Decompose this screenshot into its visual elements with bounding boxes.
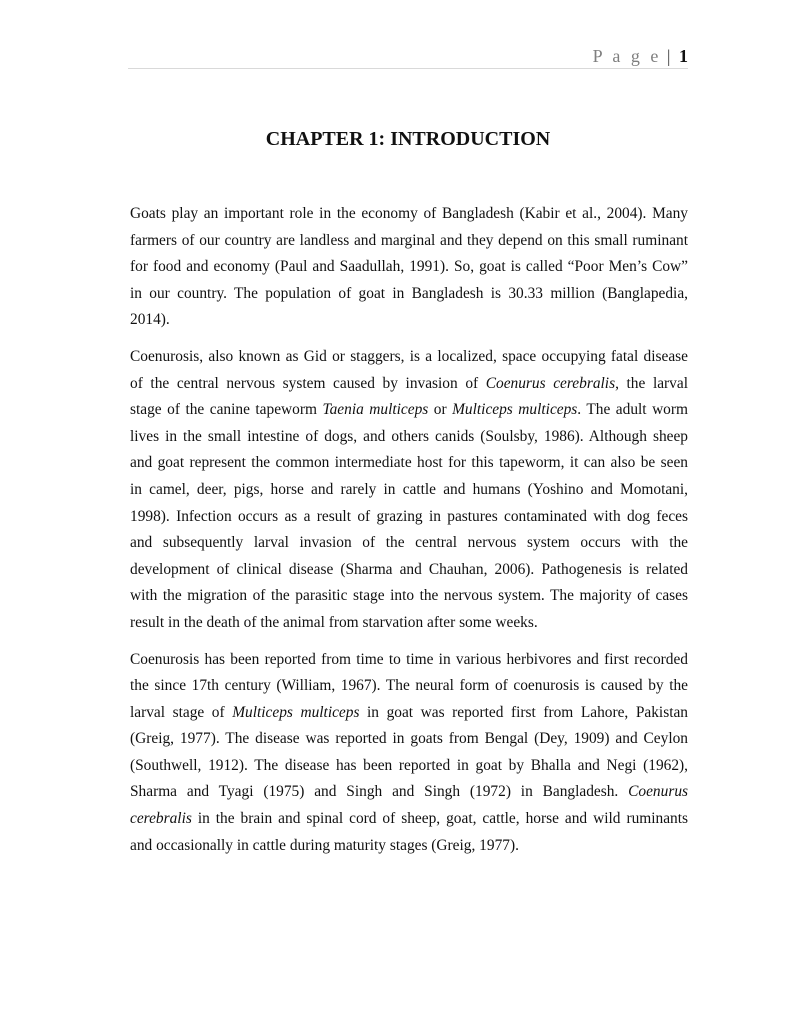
paragraph-line <box>130 450 688 477</box>
text-segment: stage of the canine tapeworm <box>130 401 323 419</box>
paragraph-line <box>130 424 688 451</box>
paragraph-line <box>130 700 688 727</box>
text-segment: Goats play an important role in the economy of Bangladesh (Kabir et al., 2004). Many <box>130 205 688 222</box>
text-segment: farmers of our country are landless and marginal and they depend on this small ruminant <box>130 231 688 249</box>
text-segment: 2014). <box>130 311 170 329</box>
text-segment: 1998). Infection occurs as a result of grazing in pastures contaminated with dog feces <box>130 507 688 525</box>
paragraph-line <box>130 344 688 371</box>
text-segment: Sharma and Tyagi (1975) and Singh and Singh (1972) in Bangladesh. <box>130 783 629 801</box>
text-segment: in camel, deer, pigs, horse and rarely in cattle and humans (Yoshino and Momotani, <box>130 480 688 498</box>
text-segment: and subsequently larval invasion of the central nervous system occurs with the <box>130 534 688 552</box>
italic-term: Multiceps multiceps <box>452 401 578 419</box>
text-segment: the since 17th century (William, 1967). The neural form of coenurosis is caused by the <box>130 677 688 695</box>
paragraph-line <box>130 647 688 674</box>
paragraph-line <box>130 254 688 281</box>
text-segment: or <box>428 401 453 419</box>
paragraph-line <box>130 557 688 584</box>
paragraph-line <box>130 726 688 753</box>
page-separator: | <box>666 46 671 66</box>
text-segment: in the brain and spinal cord of sheep, goat, cattle, horse and wild ruminants <box>191 810 688 828</box>
paragraph-line <box>130 307 688 334</box>
text-segment: (Southwell, 1912). The disease has been reported in goat by Bhalla and Negi (1962), <box>130 756 688 774</box>
text-segment: result in the death of the animal from starvation after some weeks. <box>130 613 538 631</box>
text-segment: Coenurosis has been reported from time to time in various herbivores and first recorded <box>130 650 688 668</box>
paragraph-line <box>130 504 688 531</box>
text-segment: and occasionally in cattle during maturity stages (Greig, 1977). <box>130 836 519 854</box>
text-segment: of the central nervous system caused by invasion of <box>130 374 486 392</box>
italic-term: Coenurus <box>628 783 688 801</box>
paragraph-line <box>130 673 688 700</box>
text-segment: with the migration of the parasitic stage into the nervous system. The majority of cases <box>130 587 688 605</box>
text-segment: and goat represent the common intermediate host for this tapeworm, it can also be seen <box>130 454 688 472</box>
text-segment: in our country. The population of goat in Bangladesh is 30.33 million (Banglapedia, <box>130 284 688 302</box>
paragraph-line <box>130 779 688 806</box>
paragraph-line <box>130 583 688 610</box>
paragraph-line <box>130 530 688 557</box>
text-segment: for food and economy (Paul and Saadullah, 1991). So, goat is called “Poor Men’s Cow” <box>130 258 688 276</box>
text-segment: lives in the small intestine of dogs, and others canids (Soulsby, 1986). Although sheep <box>130 427 688 445</box>
text-segment: in goat was reported first from Lahore, Pakistan <box>359 703 688 721</box>
page-number-label <box>593 46 688 67</box>
text-segment: , the larval <box>615 374 688 392</box>
page-header <box>128 44 688 69</box>
paragraph-line <box>130 753 688 780</box>
text-segment: Coenurosis, also known as Gid or staggers, is a localized, space occupying fatal disease <box>130 347 688 365</box>
italic-term: cerebralis <box>130 810 192 828</box>
paragraph-line <box>130 371 688 398</box>
paragraph-line <box>130 477 688 504</box>
text-segment: . The adult worm <box>577 401 688 419</box>
text-segment: development of clinical disease (Sharma and Chauhan, 2006). Pathogenesis is related <box>130 560 688 578</box>
body-paragraph <box>130 201 688 334</box>
paragraph-line <box>130 281 688 308</box>
text-segment: (Greig, 1977). The disease was reported in goats from Bengal (Dey, 1909) and Ceylon <box>130 730 688 748</box>
body-paragraph <box>130 647 688 860</box>
page-word: P a g e <box>592 46 662 66</box>
chapter-title: CHAPTER 1: INTRODUCTION <box>265 128 551 150</box>
paragraph-line <box>130 201 688 228</box>
paragraph-line <box>130 806 688 833</box>
paragraph-line <box>130 397 688 424</box>
document-body <box>130 201 688 869</box>
italic-term: Multiceps multiceps <box>232 703 360 721</box>
italic-term: Coenurus cerebralis <box>485 374 616 392</box>
italic-term: Taenia multiceps <box>322 401 429 419</box>
page-number: 1 <box>679 46 688 66</box>
paragraph-line <box>130 610 688 637</box>
text-segment: larval stage of <box>130 703 233 721</box>
paragraph-line <box>130 228 688 255</box>
paragraph-line <box>130 833 688 860</box>
body-paragraph <box>130 344 688 637</box>
